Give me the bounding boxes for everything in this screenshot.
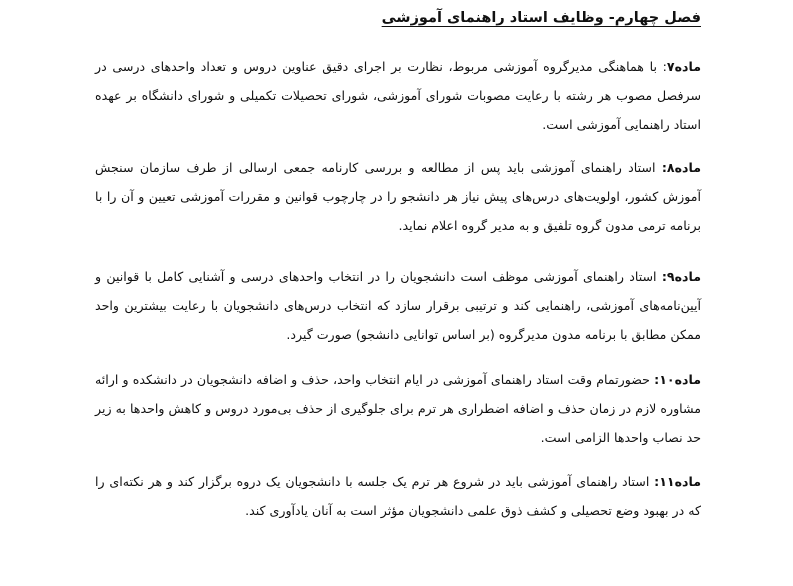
article-label: ماده۱۰: [654, 372, 701, 387]
article-8 [95, 153, 701, 240]
article-text: حضورتمام وقت استاد راهنمای آموزشی در ایام انتخاب واحد، حذف و اضافه دانشجویان در دانشکده و ارائه مشاوره لازم در زمان حذف و اضافه اضطراری هر ترم برای جلوگیری از حذف بی‌مورد دروس و کاهش واحدها به زیر حد نصاب واحدها الزامی است. [95, 372, 701, 445]
article-text: استاد راهنمای آموزشی باید در شروع هر ترم یک جلسه با دانشجویان یک دروه برگزار کند و هر نکته‌ای را که در بهبود وضع تحصیلی و کشف ذوق علمی دانشجویان مؤثر است به آنان یادآوری کند. [95, 474, 701, 518]
article-text: : با هماهنگی مدیرگروه آموزشی مربوط، نظارت بر اجرای دقیق عناوین دروس و تعداد واحدهای درسی در سرفصل مصوب هر رشته با رعایت مصوبات شورای آموزشی، شورای تحصیلات تکمیلی و شورای دانشگاه بر عهده استاد راهنمایی آموزشی است. [95, 59, 701, 132]
article-label: ماده۸: [661, 160, 701, 175]
article-7 [95, 52, 701, 139]
article-label: ماده۹: [661, 269, 701, 284]
article-label: ماده۷ [666, 59, 701, 74]
article-11 [95, 467, 701, 525]
chapter-heading: فصل چهارم- وظایف استاد راهنمای آموزشی [381, 10, 701, 26]
article-text: استاد راهنمای آموزشی موظف است دانشجویان را در انتخاب واحدهای درسی و آشنایی کامل با قوانین و آیین‌نامه‌های آموزشی، راهنمایی کند و ترتیبی برقرار سازد که انتخاب درس‌های دانشجویان با رعایت بیشترین واحد ممکن مطابق با برنامه مدون مدیرگروه (بر اساس توانایی دانشجو) صورت گیرد. [95, 269, 701, 342]
article-9 [95, 262, 701, 349]
article-label: ماده۱۱: [654, 474, 701, 489]
article-text: استاد راهنمای آموزشی باید پس از مطالعه و بررسی کارنامه جمعی ارسالی از طرف سازمان سنجش آموزش کشور، اولویت‌های درس‌های پیش نیاز هر دانشجو را در چارچوب قوانین و مقررات آموزشی تعیین و آن را با برنامه ترمی مدون گروه تلفیق و به مدیر گروه اعلام نماید. [95, 160, 701, 233]
article-10 [95, 365, 701, 452]
